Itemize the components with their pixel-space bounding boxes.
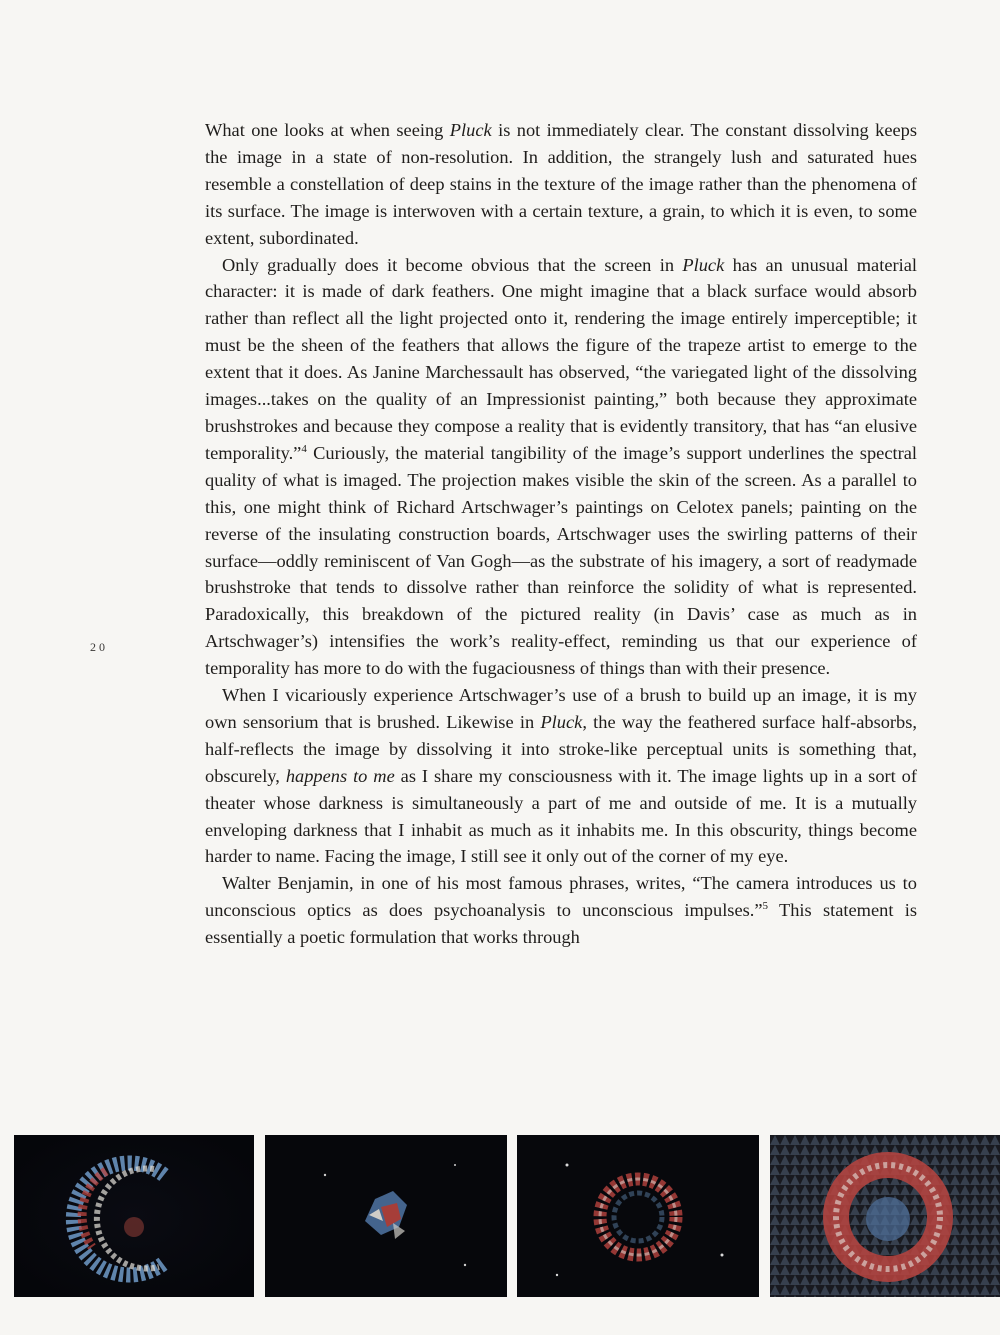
text-run: This statement is essentially a poetic formulation that works through	[205, 900, 917, 948]
film-still-2	[265, 1135, 507, 1297]
text-run: Only gradually does it become obvious that the screen in	[222, 254, 683, 275]
film-stills-strip	[0, 1135, 1000, 1297]
film-still-1	[14, 1135, 254, 1297]
italic-text: Pluck	[540, 711, 583, 732]
text-run: has an unusual material character: it is made of dark feathers. One might imagine that a black surface would absorb rather than reflect all the light projected onto it, rendering the image entirely imperceptible; it must be the sheen of the feathers that allows the figure of the trapeze artist to emerge to the extent that it does. As Janine Marchessault has observed, “the variegated light of the dissolving images...takes on the quality of an Impressionist painting,” both because they approximate brushstrokes and because they compose a reality that is evidently transitory, that has “an elusive temporality.”	[205, 254, 917, 463]
text-run: as I share my consciousness with it. The image lights up in a sort of theater whose darkness is simultaneously a part of me and outside of me. It is a mutually enveloping darkness that I inhabit as much as it inhabits me. In this obscurity, things become harder to name. Facing the image, I still see it only out of the corner of my eye.	[205, 765, 917, 867]
film-still-3	[517, 1135, 759, 1297]
body-text	[205, 117, 917, 951]
paragraph-1	[205, 117, 917, 252]
film-still-1-image	[14, 1135, 254, 1297]
italic-text: happens to me	[285, 765, 395, 786]
film-still-4	[770, 1135, 1000, 1297]
paragraph-2	[205, 252, 917, 683]
text-run: Walter Benjamin, in one of his most famous phrases, writes, “The camera introduces us to unconscious optics as does psychoanalysis to unconscious impulses.”	[205, 873, 917, 921]
italic-text: Pluck	[449, 120, 492, 140]
footnote-ref: 5	[762, 900, 769, 913]
paragraph-3	[205, 682, 917, 870]
text-run: Curiously, the material tangibility of the image’s support underlines the spectral quality of what is imaged. The projection makes visible the skin of the screen. As a parallel to this, one might think of Richard Artschwager’s paintings on Celotex panels; painting on the reverse of the insulating construction boards, Artschwager uses the swirling patterns of their surface—oddly reminiscent of Van Gogh—as the substrate of his imagery, a sort of readymade brushstroke that tends to dissolve rather than reinforce the solidity of what is represented. Paradoxically, this breakdown of the pictured reality (in Davis’ case as much as in Artschwager’s) intensifies the work’s reality-effect, reminding us that our experience of temporality has more to do with the fugaciousness of things than with their presence.	[205, 442, 917, 679]
text-run: is not immediately clear. The constant dissolving keeps the image in a state of non-resolution. In addition, the strangely lush and saturated hues resemble a constellation of deep stains in the texture of the image rather than the phenomena of its surface. The image is interwoven with a certain texture, a grain, to which it is even, to some extent, subordinated.	[205, 120, 917, 248]
footnote-ref: 4	[301, 442, 307, 455]
page-number: 20	[90, 640, 108, 654]
italic-text: Pluck	[682, 254, 725, 275]
film-still-4-image	[770, 1135, 1000, 1297]
film-still-2-image	[265, 1135, 507, 1297]
paragraph-4	[205, 870, 917, 951]
text-run: , the way the feathered surface half-absorbs, half-reflects the image by dissolving it into stroke-like perceptual units is something that, obscurely,	[205, 711, 917, 786]
film-still-3-image	[517, 1135, 759, 1297]
text-run: When I vicariously experience Artschwager’s use of a brush to build up an image, it is my own sensorium that is brushed. Likewise in	[205, 685, 917, 732]
text-run: What one looks at when seeing	[205, 120, 450, 140]
